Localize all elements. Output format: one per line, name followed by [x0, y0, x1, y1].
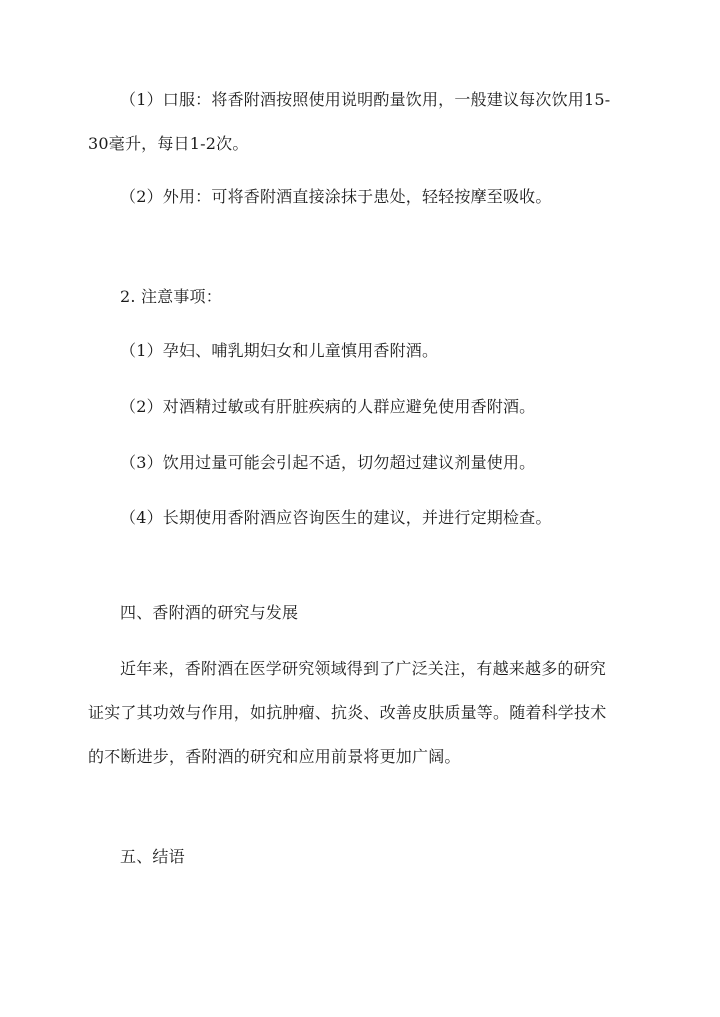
precaution-item-3: （3）饮用过量可能会引起不适，切勿超过建议剂量使用。	[120, 453, 536, 472]
oral-usage-line-2: 30毫升，每日1-2次。	[88, 134, 249, 153]
external-usage-line: （2）外用：可将香附酒直接涂抹于患处，轻轻按摩至吸收。	[120, 187, 552, 206]
precautions-heading: 2. 注意事项：	[120, 287, 222, 306]
precaution-item-1: （1）孕妇、哺乳期妇女和儿童慎用香附酒。	[120, 341, 439, 360]
section4-paragraph-line-2: 证实了其功效与作用，如抗肿瘤、抗炎、改善皮肤质量等。随着科学技术	[88, 703, 607, 722]
section4-paragraph-line-1: 近年来，香附酒在医学研究领域得到了广泛关注，有越来越多的研究	[120, 659, 607, 678]
section4-paragraph-line-3: 的不断进步，香附酒的研究和应用前景将更加广阔。	[88, 747, 461, 766]
section5-heading: 五、结语	[120, 847, 185, 866]
precaution-item-4: （4）长期使用香附酒应咨询医生的建议，并进行定期检查。	[120, 508, 552, 527]
section4-heading: 四、香附酒的研究与发展	[120, 603, 299, 622]
oral-usage-line-1: （1）口服：将香附酒按照使用说明酌量饮用，一般建议每次饮用15-	[120, 90, 611, 109]
precaution-item-2: （2）对酒精过敏或有肝脏疾病的人群应避免使用香附酒。	[120, 397, 536, 416]
